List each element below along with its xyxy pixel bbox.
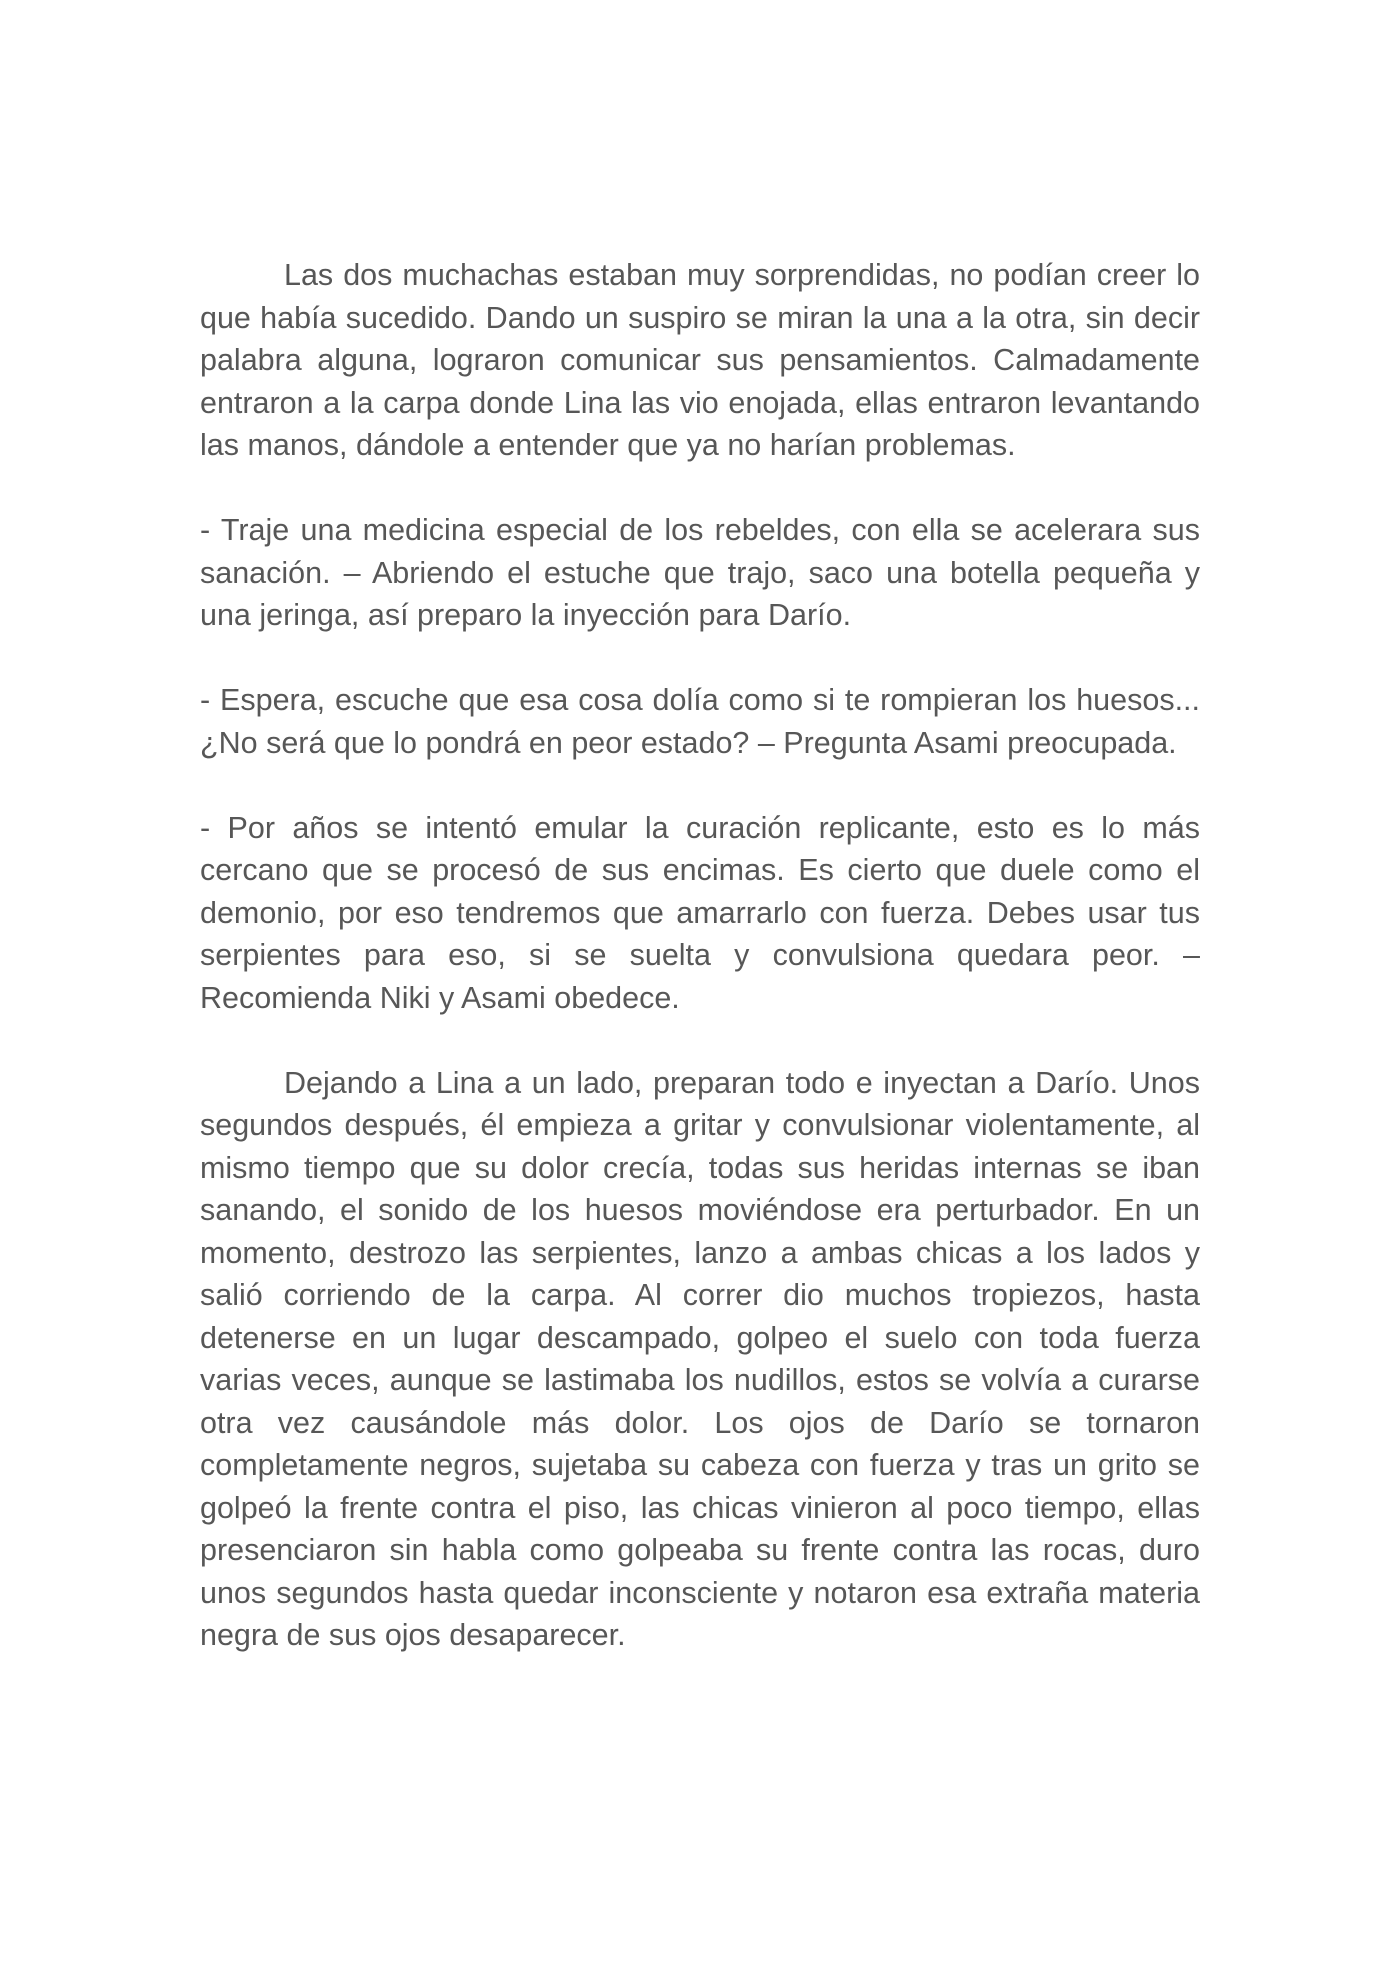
paragraph-3: - Espera, escuche que esa cosa dolía como si te rompieran los huesos... ¿No será que lo pondrá en peor estado? – Pregunta Asami preocupada. xyxy=(200,683,1200,760)
paragraph-4: - Por años se intentó emular la curación replicante, esto es lo más cercano que se procesó de sus encimas. Es cierto que duele como el demonio, por eso tendremos que amarrarlo con fuerza. Debes usar tus serpientes para eso, si se suelta y convulsiona quedara peor. – Recomienda Niki y Asami obedece. xyxy=(200,810,1200,1015)
paragraph-2: - Traje una medicina especial de los rebeldes, con ella se acelerara sus sanación. – Abriendo el estuche que trajo, saco una botella pequeña y una jeringa, así preparo la inyección para Darío. xyxy=(200,513,1200,632)
document-page xyxy=(200,254,1200,1699)
paragraph-1: Las dos muchachas estaban muy sorprendidas, no podían creer lo que había sucedido. Dando un suspiro se miran la una a la otra, sin decir palabra alguna, lograron comunicar sus pensamientos. Calmadamente entraron a la carpa donde Lina las vio enojada, ellas entraron levantando las manos, dándole a entender que ya no harían problemas. xyxy=(200,258,1200,462)
paragraph-5: Dejando a Lina a un lado, preparan todo e inyectan a Darío. Unos segundos después, él empieza a gritar y convulsionar violentamente, al mismo tiempo que su dolor crecía, todas sus heridas internas se iban sanando, el sonido de los huesos moviéndose era perturbador. En un momento, destrozo las serpientes, lanzo a ambas chicas a los lados y salió corriendo de la carpa. Al correr dio muchos tropiezos, hasta detenerse en un lugar descampado, golpeo el suelo con toda fuerza varias veces, aunque se lastimaba los nudillos, estos se volvía a curarse otra vez causándole más dolor. Los ojos de Darío se tornaron completamente negros, sujetaba su cabeza con fuerza y tras un grito se golpeó la frente contra el piso, las chicas vinieron al poco tiempo, ellas presenciaron sin habla como golpeaba su frente contra las rocas, duro unos segundos hasta quedar inconsciente y notaron esa extraña materia negra de sus ojos desaparecer. xyxy=(200,1065,1200,1652)
